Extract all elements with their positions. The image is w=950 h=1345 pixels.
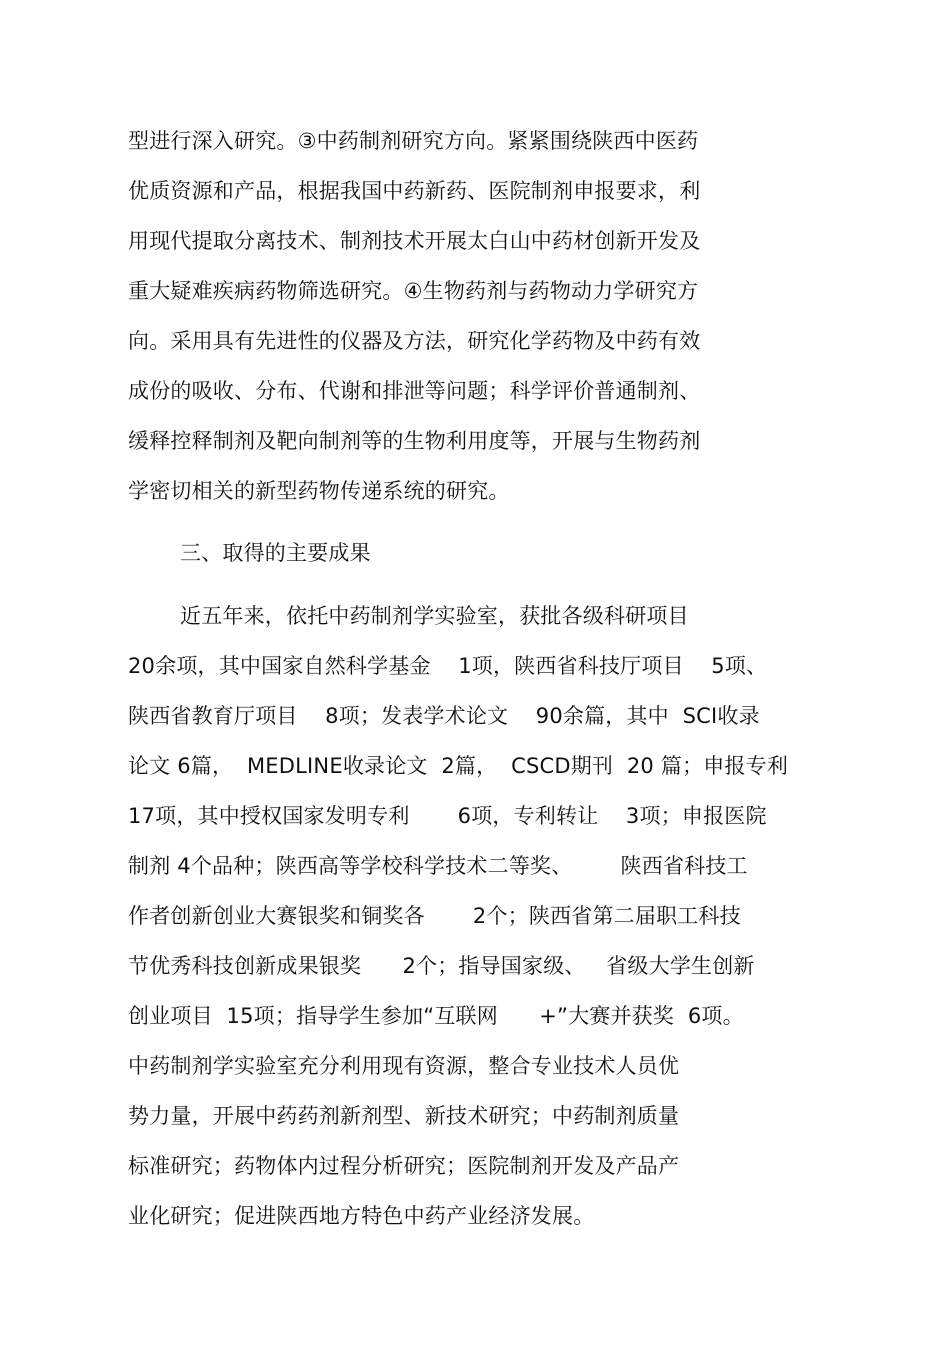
text-line: 作者创新创业大赛银奖和铜奖各 2个；陕西省第二届职工科技 (128, 904, 741, 928)
text-line: 型进行深入研究。③中药制剂研究方向。紧紧围绕陕西中医药 (128, 129, 699, 153)
text-line: 重大疑难疾病药物筛选研究。④生物药剂与药物动力学研究方 (128, 279, 699, 303)
section-heading: 三、取得的主要成果 (180, 541, 371, 565)
text-line: 近五年来，依托中药制剂学实验室，获批各级科研项目 (180, 604, 689, 628)
text-line: 学密切相关的新型药物传递系统的研究。 (128, 479, 510, 503)
text-line: 论文 6篇， MEDLINE收录论文 2篇， CSCD期刊 20 篇；申报专利 (128, 754, 789, 778)
text-line: 业化研究；促进陕西地方特色中药产业经济发展。 (128, 1204, 595, 1228)
text-line: 势力量，开展中药药剂新剂型、新技术研究；中药制剂质量 (128, 1104, 680, 1128)
text-line: 缓释控释制剂及靶向制剂等的生物利用度等，开展与生物药剂 (128, 429, 701, 453)
text-line: 创业项目 15项；指导学生参加“互联网 +”大赛并获奖 6项。 (128, 1004, 744, 1028)
text-line: 优质资源和产品，根据我国中药新药、医院制剂申报要求，利 (128, 179, 701, 203)
text-line: 节优秀科技创新成果银奖 2个；指导国家级、 省级大学生创新 (128, 954, 755, 978)
text-line: 20余项，其中国家自然科学基金 1项，陕西省科技厅项目 5项、 (128, 654, 768, 678)
text-line: 标准研究；药物体内过程分析研究；医院制剂开发及产品产 (128, 1154, 680, 1178)
text-line: 制剂 4个品种；陕西高等学校科学技术二等奖、 陕西省科技工 (128, 854, 748, 878)
text-line: 成份的吸收、分布、代谢和排泄等问题；科学评价普通制剂、 (128, 379, 701, 403)
text-line: 中药制剂学实验室充分利用现有资源，整合专业技术人员优 (128, 1054, 680, 1078)
text-line: 17项，其中授权国家发明专利 6项，专利转让 3项；申报医院 (128, 804, 767, 828)
text-line: 用现代提取分离技术、制剂技术开展太白山中药材创新开发及 (128, 229, 701, 253)
text-line: 向。采用具有先进性的仪器及方法，研究化学药物及中药有效 (128, 329, 701, 353)
text-line: 陕西省教育厅项目 8项；发表学术论文 90余篇，其中 SCI收录 (128, 704, 760, 728)
